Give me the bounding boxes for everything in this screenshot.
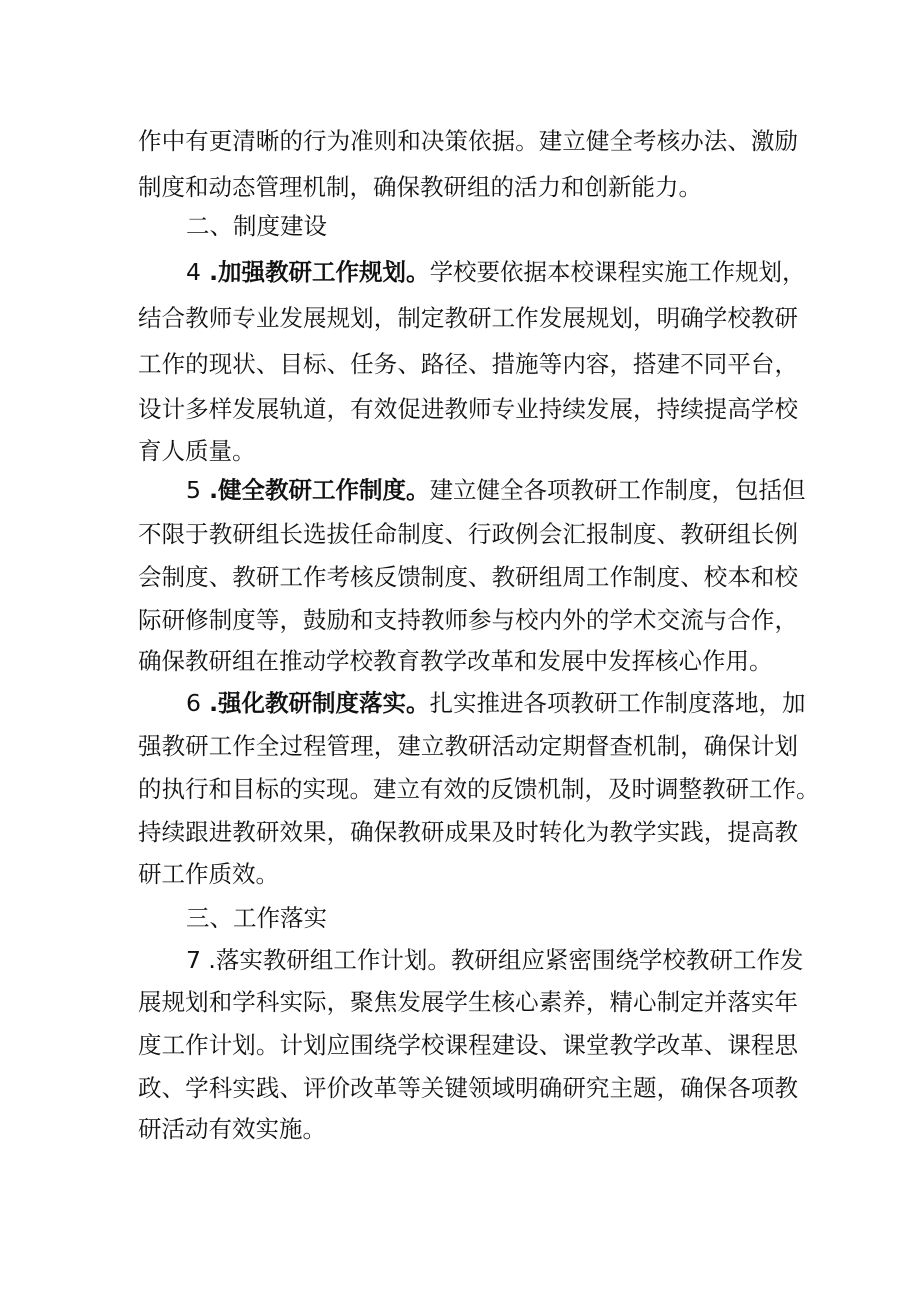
- paragraph-line: 度工作计划。计划应围绕学校课程建设、课堂教学改革、课程思: [138, 1031, 798, 1059]
- paragraph-line: 研活动有效实施。: [138, 1115, 326, 1143]
- section-heading-2: 二、制度建设: [186, 212, 327, 240]
- paragraph-line: 研工作质效。: [138, 860, 279, 888]
- item-number: 5: [186, 476, 201, 504]
- paragraph-line: 结合教师专业发展规划，制定教研工作发展规划，明确学校教研: [138, 304, 798, 332]
- paragraph-line: 持续跟进教研效果，确保教研成果及时转化为教学实践，提高教: [138, 818, 798, 846]
- paragraph-line: 会制度、教研工作考核反馈制度、教研组周工作制度、校本和校: [138, 563, 798, 591]
- item-text: 学校要依据本校课程实施工作规划，: [429, 258, 806, 286]
- paragraph-line: 制度和动态管理机制，确保教研组的活力和创新能力。: [138, 173, 702, 201]
- paragraph-line: 际研修制度等，鼓励和支持教师参与校内外的学术交流与合作，: [138, 606, 798, 634]
- item-title: .强化教研制度落实。: [200, 689, 430, 717]
- paragraph-line: 育人质量。: [138, 437, 256, 465]
- item-6-first-line: [186, 680, 806, 726]
- paragraph-line: 作中有更清晰的行为准则和决策依据。建立健全考核办法、激励: [138, 127, 798, 155]
- item-text: 扎实推进各项教研工作制度落地，加: [429, 689, 806, 717]
- item-title: .加强教研工作规划。: [200, 258, 430, 286]
- section-heading-3: 三、工作落实: [186, 904, 327, 932]
- item-title: .健全教研工作制度。: [200, 476, 430, 504]
- paragraph-line: 强教研工作全过程管理，建立教研活动定期督查机制，确保计划: [138, 732, 798, 760]
- item-number: 6: [186, 689, 201, 717]
- item-number: 4: [186, 258, 201, 286]
- item-5-first-line: [186, 467, 806, 513]
- item-7-first-line: 7 .落实教研组工作计划。教研组应紧密围绕学校教研工作发: [186, 946, 804, 974]
- item-text: 建立健全各项教研工作制度，包括但: [429, 476, 806, 504]
- paragraph-line: 政、学科实践、评价改革等关键领域明确研究主题，确保各项教: [138, 1074, 798, 1102]
- paragraph-line: 展规划和学科实际，聚焦发展学生核心素养，精心制定并落实年: [138, 988, 798, 1016]
- item-4-first-line: [186, 249, 806, 295]
- paragraph-line: 工作的现状、目标、任务、路径、措施等内容，搭建不同平台，: [138, 350, 798, 378]
- paragraph-line: 确保教研组在推动学校教育教学改革和发展中发挥核心作用。: [138, 647, 773, 675]
- paragraph-line: 不限于教研组长选拔任命制度、行政例会汇报制度、教研组长例: [138, 520, 798, 548]
- paragraph-line: 的执行和目标的实现。建立有效的反馈机制，及时调整教研工作。: [138, 775, 820, 803]
- paragraph-line: 设计多样发展轨道，有效促进教师专业持续发展，持续提高学校: [138, 395, 798, 423]
